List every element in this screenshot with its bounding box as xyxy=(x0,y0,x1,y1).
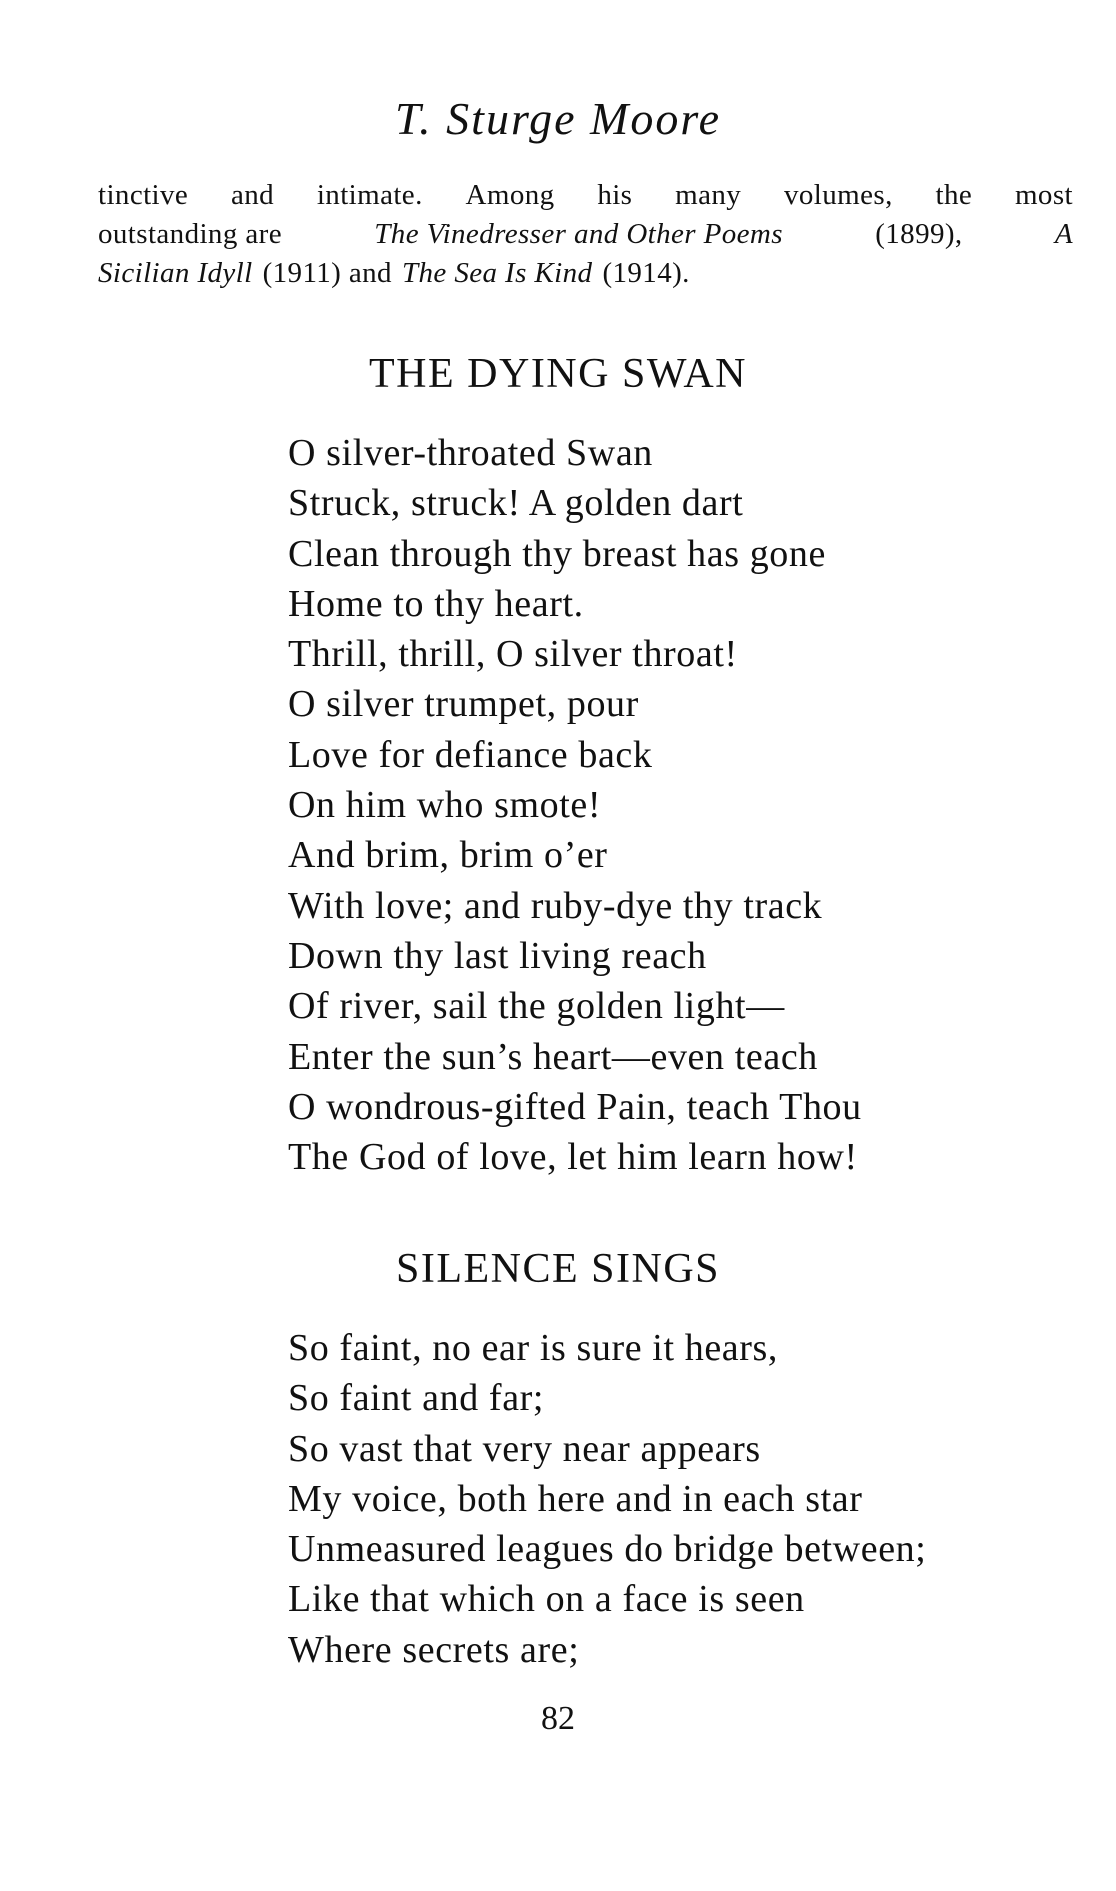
bio-word: intimate. xyxy=(316,179,423,211)
page-number: 82 xyxy=(541,1700,575,1737)
bio-word: most xyxy=(1014,179,1073,211)
bio-line-1 xyxy=(98,176,1073,215)
verse-line: Thrill, thrill, O silver throat! xyxy=(288,633,738,676)
author-bio-paragraph xyxy=(98,176,1073,293)
verse-line: Where secrets are; xyxy=(288,1628,580,1671)
bio-word: Among xyxy=(465,179,555,211)
bio-word: tinctive xyxy=(98,179,189,211)
bio-book-title-start-text: A xyxy=(1054,218,1073,250)
bio-text: outstanding are xyxy=(98,218,282,250)
bio-word: many xyxy=(675,179,742,211)
verse-line: O wondrous-gifted Pain, teach Thou xyxy=(288,1085,862,1128)
verse-line: My voice, both here and in each star xyxy=(288,1477,863,1520)
verse-line: Of river, sail the golden light— xyxy=(288,985,785,1028)
verse-line: With love; and ruby-dye thy track xyxy=(288,884,823,927)
verse-line: On him who smote! xyxy=(288,784,602,827)
bio-line-2 xyxy=(98,215,1073,254)
bio-book-title-text: The Vinedresser and Other Poems xyxy=(374,218,783,250)
bio-book-title-text: Sicilian Idyll xyxy=(98,257,253,289)
bio-word: his xyxy=(597,179,633,211)
verse-line: Down thy last living reach xyxy=(288,934,707,977)
verse-line: So faint and far; xyxy=(288,1377,545,1420)
verse-line: The God of love, let him learn how! xyxy=(288,1136,858,1179)
verse-line: And brim, brim o’er xyxy=(288,834,608,877)
bio-word: the xyxy=(935,179,973,211)
verse-line: Clean through thy breast has gone xyxy=(288,532,826,575)
verse-line: So vast that very near appears xyxy=(288,1427,761,1470)
verse-line: Home to thy heart. xyxy=(288,582,584,625)
poem-title-dying-swan: THE DYING SWAN xyxy=(369,351,747,397)
verse-line: Enter the sun’s heart—even teach xyxy=(288,1035,818,1078)
bio-text: (1911) and xyxy=(262,257,392,289)
bio-word: volumes, xyxy=(784,179,893,211)
bio-book-title-start xyxy=(1055,215,1073,254)
bio-year: (1899), xyxy=(875,218,963,250)
bio-line-3 xyxy=(98,254,1073,293)
verse-line: Like that which on a face is seen xyxy=(288,1578,805,1621)
verse-line: Struck, struck! A golden dart xyxy=(288,482,744,525)
verse-line: O silver-throated Swan xyxy=(288,432,653,474)
bio-word: and xyxy=(230,179,275,211)
bio-book-title xyxy=(374,215,783,254)
verse-line: Unmeasured leagues do bridge between; xyxy=(288,1528,927,1571)
poem-body-silence-sings xyxy=(288,1323,926,1675)
bio-book-title xyxy=(402,254,592,293)
bio-year: (1914). xyxy=(602,257,690,289)
bio-book-title xyxy=(98,254,253,293)
verse-line: So faint, no ear is sure it hears, xyxy=(288,1327,779,1369)
verse-line: O silver trumpet, pour xyxy=(288,683,639,726)
poem-title-silence-sings: SILENCE SINGS xyxy=(395,1246,721,1292)
verse-line: Love for defiance back xyxy=(288,733,653,776)
bio-book-title-text: The Sea Is Kind xyxy=(401,257,593,289)
running-head-author: T. Sturge Moore xyxy=(395,93,721,144)
poem-body-dying-swan xyxy=(288,428,862,1182)
